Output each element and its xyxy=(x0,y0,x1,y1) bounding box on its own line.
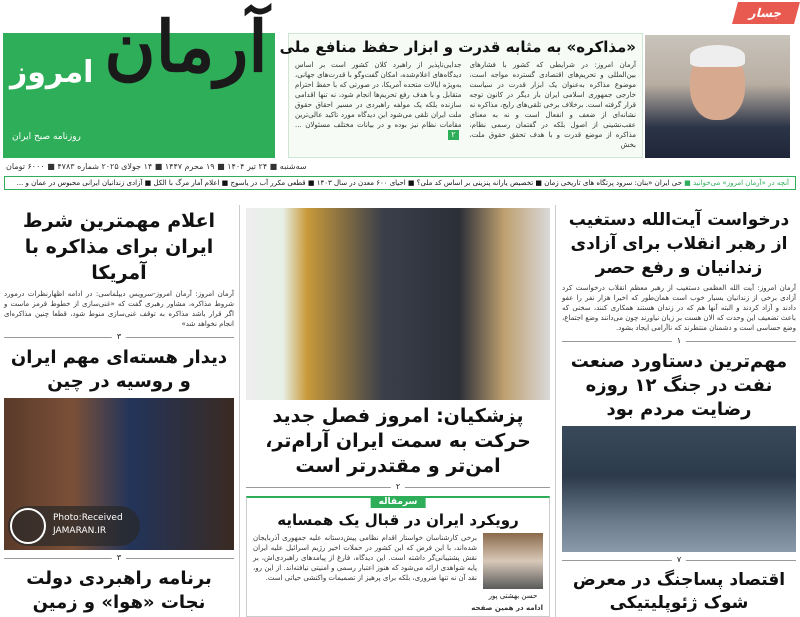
right-story-2-headline[interactable]: مهم‌ترین دستاورد صنعت نفت در جنگ ۱۲ روزه رضایت مردم بود xyxy=(570,351,788,420)
editorial-headline: رویکرد ایران در قبال یک همسایه xyxy=(277,511,519,529)
left-story-3-headline[interactable]: برنامه راهبردی دولت نجات «هوا» و زمین xyxy=(26,568,212,613)
divider xyxy=(562,555,796,564)
right-story-2-photo xyxy=(562,426,796,552)
page-number: ۷ xyxy=(672,555,686,565)
page-number: ۳ xyxy=(112,553,126,563)
right-story-1-body: آرمان امروز: آیت الله العظمی دستغیب از رهبر معظم انقلاب درخواست کرد آزادی برخی از زندانیان بسیار خوب است همان‌طور که اخیرا هزار نفر را عفو دادند و آزاد کردند و البته آنها هم که در زندان هستند همکاری کنند، سخنی که باعث تضعیف این وحدت که الان هست بر زبان نیاورند چون می‌دانند وضع اجتماع، وضع حساسی است و دشمنان منتظرند که ناآرامی ایجاد بشود. xyxy=(562,284,796,332)
center-column xyxy=(246,208,550,617)
watermark-line1: Photo:Received xyxy=(53,513,123,523)
editorial-author-photo xyxy=(483,533,543,589)
ticker xyxy=(4,176,796,190)
editorial-continued: ادامه در همین صفحه xyxy=(471,604,543,612)
center-lead-headline[interactable]: پزشکیان: امروز فصل جدید حرکت به سمت ایران آرام‌تر، امن‌تر و مقتدرتر است xyxy=(265,405,531,477)
divider xyxy=(562,336,796,345)
editorial[interactable] xyxy=(246,496,550,617)
right-story-3-headline[interactable]: اقتصاد پساجنگ در معرض شوک ژئوپلیتیکی xyxy=(572,570,786,613)
column-rule xyxy=(555,205,556,617)
ticker-lead: آنچه در «آرمان امروز» می‌خوانید ■ xyxy=(684,179,789,187)
top-story-col1: آرمان امروز: در شرایطی که کشور با فشارهای بین‌المللی و تحریم‌های اقتصادی گسترده مواجه است، موضوع مذاکره به‌عنوان یک ابزار قدرت در سیاست خارجی جمهوری اسلامی ایران بار دیگر در کانون توجه قرار گرفته است. برخلاف برخی تلقی‌های رایج، مذاکره نه نشانه‌ای از ضعف و انفعال است و نه به معنای عقب‌نشینی از اصول بلکه در گفتمان رسمی نظام، مذاکره از موضع قدرت و با هدف تحقق حقوق ملت، بخش xyxy=(469,61,636,149)
editorial-body: برخی کارشناسان خواستار اقدام نظامی پیش‌دستانه علیه جمهوری آذربایجان شده‌اند، با این فرض که این کشور در حملات اخیر رژیم اسرائیل علیه ایران نقش پشتیبانی‌گر داشته است. این دیدگاه، فارغ از پیامدهای راهبردی‌اش، بر پایه شواهدی ارائه می‌شود که هنوز اعتبار رسمی و امنیتی نیافته‌اند. از این رو، نقد آن نه تنها ضروری، بلکه برای پرهیز از تصمیمات واکنشی حیاتی است. xyxy=(253,534,477,582)
left-story-1-headline[interactable]: اعلام مهمترین شرط ایران برای مذاکره با آمریکا xyxy=(22,210,216,284)
divider xyxy=(4,553,234,562)
jamaran-logo-icon xyxy=(10,508,46,544)
masthead-subtitle: امروز xyxy=(10,55,94,90)
top-story-portrait xyxy=(645,35,790,158)
page-number: ۱ xyxy=(672,336,686,346)
right-column xyxy=(562,208,796,617)
left-story-2-photo xyxy=(4,398,234,550)
left-story-1-body: آرمان امروز: آرمان امروز-سرویس دیپلماسی: در ادامه اظهارنظرات درمورد شروط مذاکره، مشاور رهبری گفت که «غنی‌سازی از خطوط قرمز ماست و اگر قرار باشد مذاکره به توقف غنی‌سازی منوط شود، قطعا چنین مذاکره‌ای انجام نخواهد شد» xyxy=(4,290,234,328)
divider xyxy=(246,482,550,491)
page-badge: ۲ xyxy=(448,130,458,140)
column-rule xyxy=(239,205,240,617)
top-story-col2-wrap xyxy=(295,60,462,150)
top-story[interactable] xyxy=(279,33,643,158)
left-column xyxy=(4,208,234,617)
watermark-line2: JAMARAN.IR xyxy=(53,526,107,536)
right-story-1-headline[interactable]: درخواست آیت‌الله دستغیب از رهبر انقلاب برای آزادی زندانیان و رفع حصر xyxy=(568,210,790,278)
center-lead-photo xyxy=(246,208,550,400)
editorial-author: حسن بهشتی پور xyxy=(488,592,538,600)
masthead-title: آرمان xyxy=(104,5,268,88)
divider xyxy=(4,332,234,341)
editorial-label: سرمقاله xyxy=(371,496,426,508)
top-story-col2: جدایی‌ناپذیر از راهبرد کلان کشور است بر اساس دیدگاه‌های اعلام‌شده، امکان گفت‌وگو با قدرت‌های جهانی، به‌ویژه ایالات متحده آمریکا، در صورتی که با حفظ احترام متقابل و با هدف رفع تحریم‌ها انجام شود، نه تنها اقدامی سازنده بلکه یک مولفه راهبردی در مسیر احقاق حقوق ملت ایران تلقی می‌شود این دیدگاه مورد تاکید عالی‌ترین مقامات نظام نیز بوده و در بیانات مختلف مسئولان ... xyxy=(295,61,462,129)
editorial-author-block xyxy=(483,533,543,601)
corner-tag: جسار xyxy=(732,2,800,24)
left-story-2-headline[interactable]: دیدار هسته‌ای مهم ایران و روسیه در چین xyxy=(10,347,228,392)
page-number: ۲ xyxy=(391,482,405,492)
page-number: ۳ xyxy=(112,332,126,342)
top-story-headline: «مذاکره» به مثابه قدرت و ابزار حفظ منافع ملی xyxy=(279,38,636,56)
masthead-tagline: روزنامه صبح ایران xyxy=(12,132,81,142)
dateline: سه‌شنبه ■ ۲۴ تیر ۱۴۰۴ ■ ۱۹ محرم ۱۴۴۷ ■ ۱۴ جولای ۲۰۲۵ شماره ۴۷۸۳ ■ ۶۰۰۰ تومان xyxy=(6,162,307,171)
ticker-items: حی ایران «بنان: سرود پرتگاه های تاریخی زمان ■ تخصیص یارانه پنزینی بر اساس کد ملی؟ ■ احیای ۶۰۰ معدن در سال ۱۴۰۳ ■ قطعی مکرر آب در یاسوج ■ اعلام آمار مرگ با الکل ■ آزادی زندانیان ایرانی محبوس در عمان و ... xyxy=(16,179,682,187)
watermark xyxy=(8,506,140,546)
